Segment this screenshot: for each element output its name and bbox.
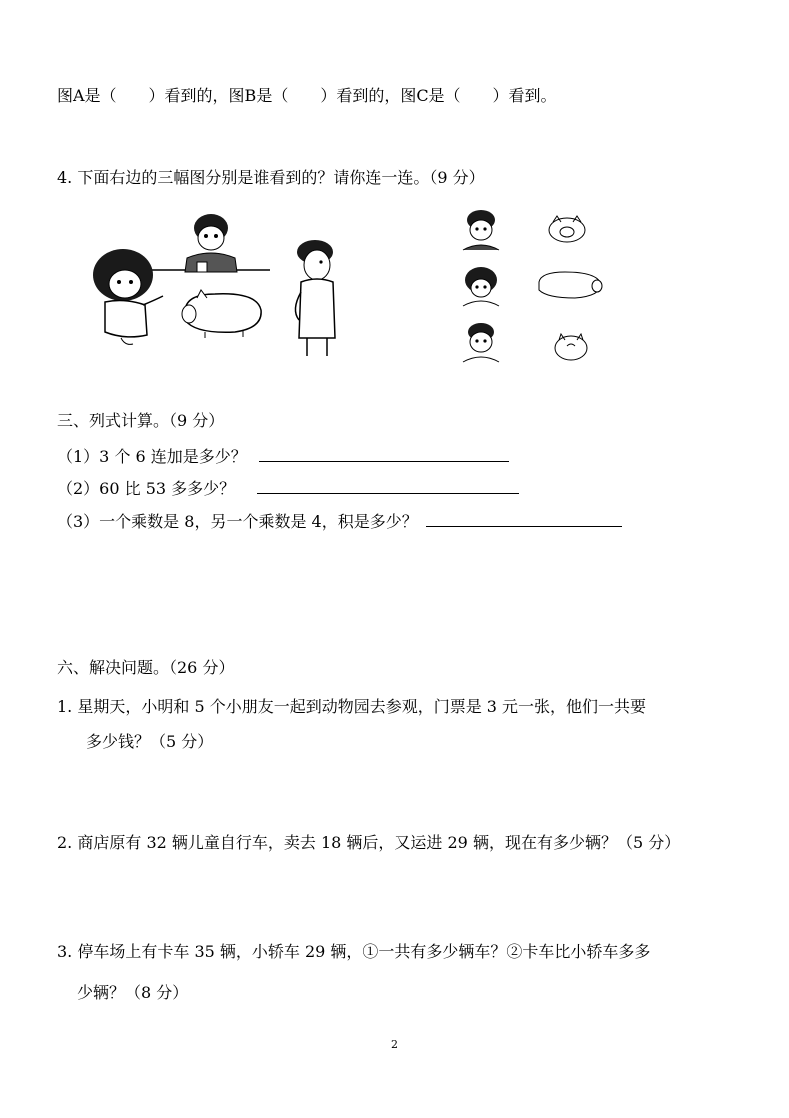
answer-blank-1[interactable] [259,447,509,462]
pig-side-view [539,272,602,298]
pig-front-view [549,216,585,242]
answer-blank-3[interactable] [426,512,622,527]
page-number: 2 [391,1038,398,1051]
problem-3-line-1: 3. 停车场上有卡车 35 辆，小轿车 29 辆，①一共有多少辆车？②卡车比小轿车多多 [57,942,651,961]
section3-item-3 [57,511,622,533]
problem-2: 2. 商店原有 32 辆儿童自行车，卖去 18 辆后，又运进 29 辆，现在有多少辆？（5 分） [57,833,681,852]
pig-figure [182,290,261,338]
section3-item-1 [57,446,509,468]
section6-title: 六、解决问题。（26 分） [57,658,235,677]
problem-3-line-2: 少辆？（8 分） [77,983,189,1002]
child-view-2 [463,267,499,306]
scene-illustration [85,210,445,360]
problem-1-line-1: 1. 星期天，小明和 5 个小朋友一起到动物园去参观，门票是 3 元一张，他们一共要 [57,697,647,716]
section3-item-2 [57,478,519,500]
pig-back-view [555,334,587,360]
views-illustration [455,208,615,368]
section3-item-1-text: （1）3 个 6 连加是多少？ [57,447,247,466]
section3-title: 三、列式计算。（9 分） [57,411,225,430]
girl-figure [93,249,163,344]
boy-middle-figure [185,214,237,272]
problem-1-line-2: 多少钱？（5 分） [86,732,214,751]
boy-right-figure [295,240,335,356]
section3-item-3-text: （3）一个乘数是 8，另一个乘数是 4，积是多少？ [57,512,418,531]
section3-item-2-text: （2）60 比 53 多多少？ [57,479,236,498]
q4-title: 4. 下面右边的三幅图分别是谁看到的？请你连一连。（9 分） [57,168,485,187]
child-view-1 [463,210,499,250]
answer-blank-2[interactable] [257,479,519,494]
q3-answer-line: 图A是（ ）看到的，图B是（ ）看到的，图C是（ ）看到。 [57,86,557,105]
child-view-3 [463,323,499,362]
